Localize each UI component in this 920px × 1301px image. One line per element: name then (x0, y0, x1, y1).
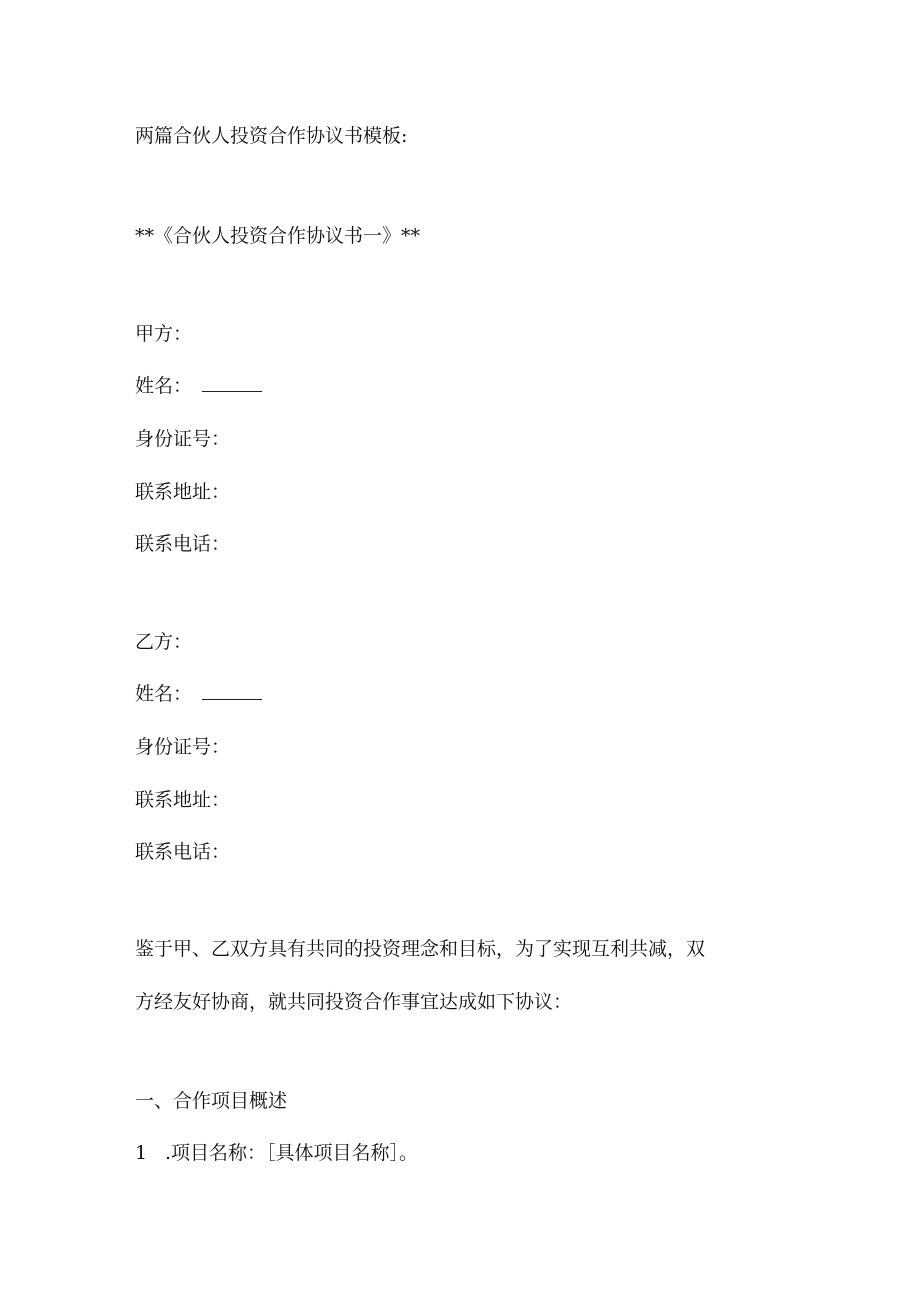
party-b-name-row (135, 682, 262, 706)
preamble-line-2: 方经友好协商，就共同投资合作事宜达成如下协议： (135, 991, 573, 1013)
agreement-subtitle: **《合伙人投资合作协议书一》** (135, 225, 421, 247)
preamble-line-1: 鉴于甲、乙双方具有共同的投资理念和目标，为了实现互利共减，双 (135, 938, 706, 960)
party-a-name-row (135, 374, 262, 398)
party-b-id-label: 身份证号： (135, 736, 231, 758)
party-b-address-label: 联系地址： (135, 789, 231, 811)
section-1-item-1-text: .项目名称：［具体项目名称］。 (165, 1142, 419, 1164)
party-b-phone-label: 联系电话： (135, 841, 231, 863)
section-1-item-1-number: 1 (135, 1142, 148, 1164)
document-heading: 两篇合伙人投资合作协议书模板: (135, 125, 408, 147)
party-a-name-blank (202, 377, 262, 392)
section-1-title: 一、合作项目概述 (135, 1090, 288, 1112)
party-b-name-blank (202, 685, 262, 700)
party-b-label: 乙方： (135, 631, 193, 653)
section-1-item-1 (135, 1141, 418, 1165)
party-a-id-label: 身份证号： (135, 428, 231, 450)
party-b-name-label: 姓名： (135, 683, 193, 705)
party-a-phone-label: 联系电话： (135, 533, 231, 555)
party-a-name-label: 姓名： (135, 375, 193, 397)
party-a-label: 甲方： (135, 323, 193, 345)
party-a-address-label: 联系地址： (135, 481, 231, 503)
